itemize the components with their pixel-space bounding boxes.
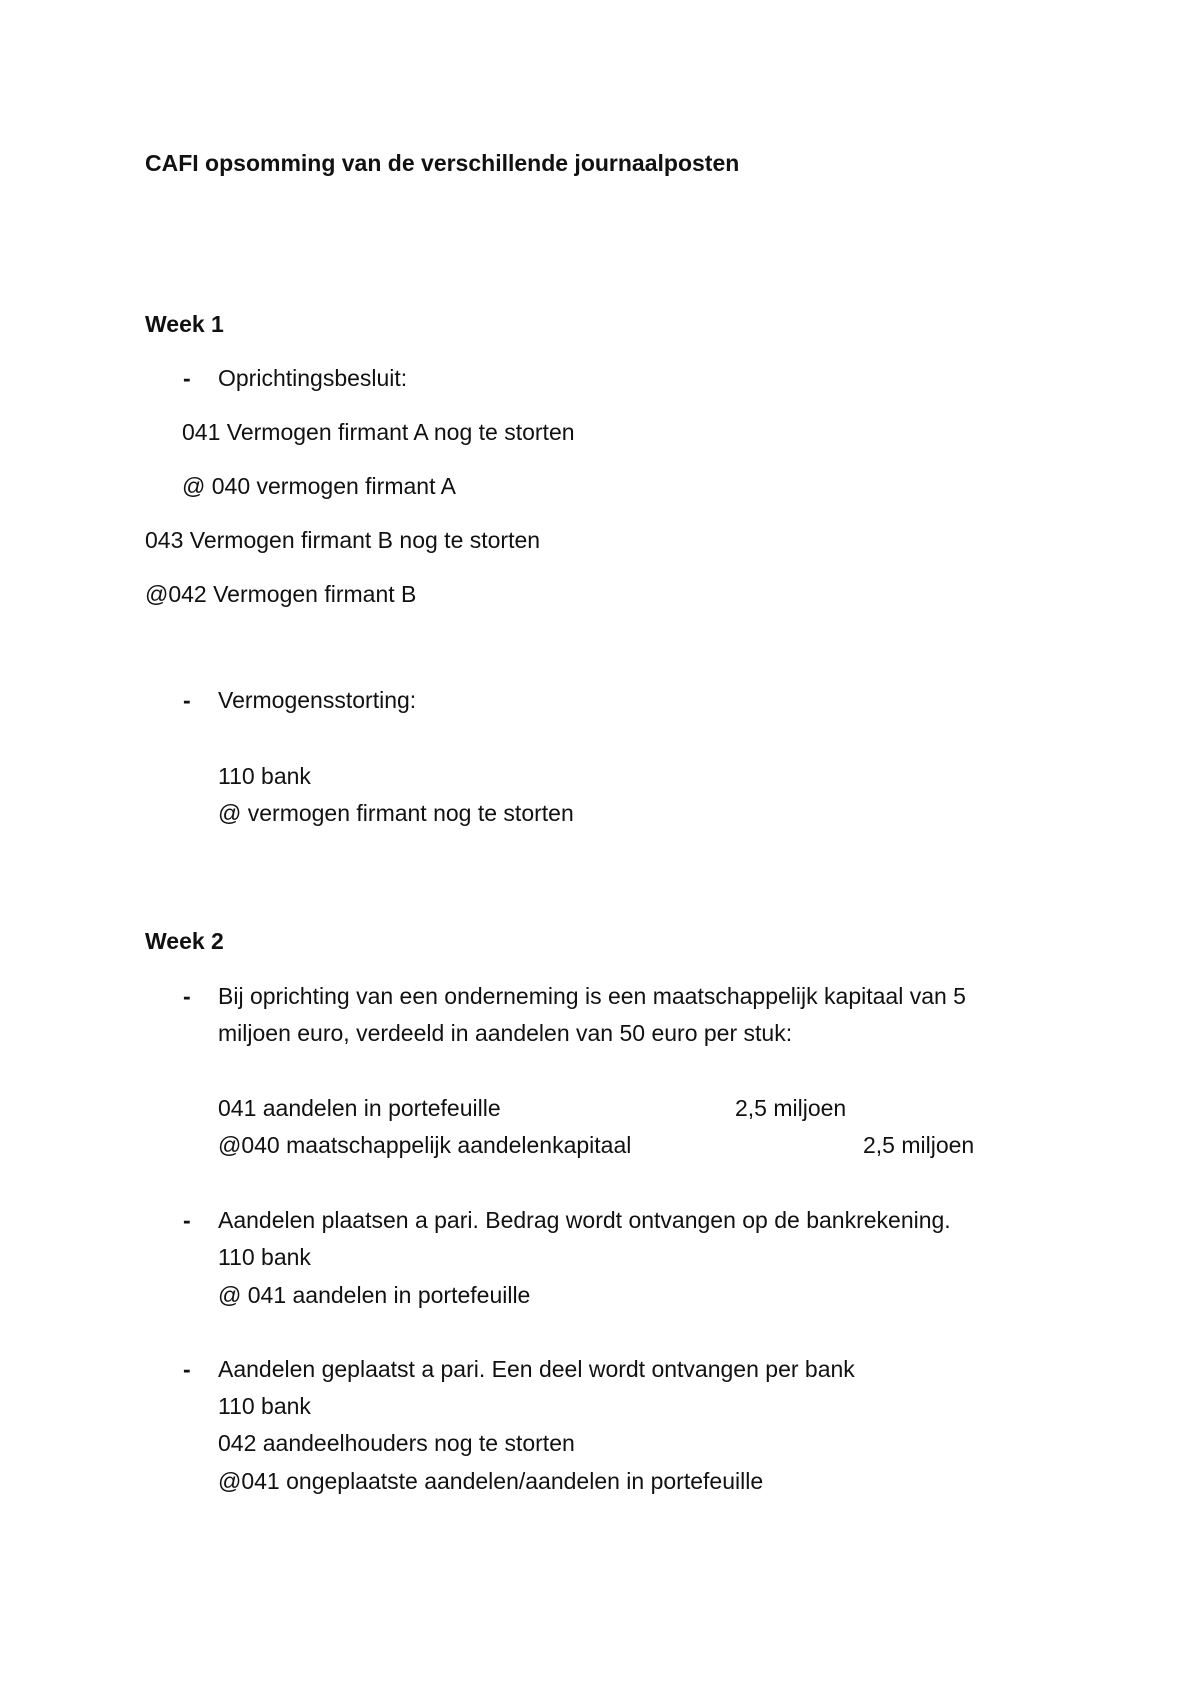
week2-item1-text: Bij oprichting van een onderneming is een maatschappelijk kapitaal van 5 bbox=[218, 983, 966, 1009]
journal-account: 041 aandelen in portefeuille bbox=[218, 1095, 501, 1121]
journal-line: @ vermogen firmant nog te storten bbox=[218, 800, 574, 826]
journal-line: @ 041 aandelen in portefeuille bbox=[218, 1282, 531, 1308]
week2-item3-text: Aandelen geplaatst a pari. Een deel wordt ontvangen per bank bbox=[218, 1356, 855, 1382]
journal-line: 042 aandeelhouders nog te storten bbox=[218, 1430, 575, 1456]
week2-item2-text: Aandelen plaatsen a pari. Bedrag wordt ontvangen op de bankrekening. bbox=[218, 1207, 951, 1233]
bullet-marker: - bbox=[183, 365, 191, 391]
journal-line: 041 Vermogen firmant A nog te storten bbox=[182, 419, 575, 445]
journal-line: 043 Vermogen firmant B nog te storten bbox=[145, 527, 541, 553]
week2-item1-text: miljoen euro, verdeeld in aandelen van 50 euro per stuk: bbox=[218, 1020, 793, 1046]
bullet-marker: - bbox=[183, 1207, 191, 1233]
bullet-marker: - bbox=[183, 983, 191, 1009]
journal-line: 110 bank bbox=[218, 763, 311, 789]
journal-amount: 2,5 miljoen bbox=[735, 1095, 847, 1121]
week1-heading: Week 1 bbox=[145, 311, 224, 337]
journal-line: @041 ongeplaatste aandelen/aandelen in portefeuille bbox=[218, 1468, 764, 1494]
journal-line: @042 Vermogen firmant B bbox=[145, 581, 417, 607]
week1-item1-label: Oprichtingsbesluit: bbox=[218, 365, 408, 391]
journal-line: 110 bank bbox=[218, 1393, 311, 1419]
journal-amount: 2,5 miljoen bbox=[863, 1132, 975, 1158]
week2-heading: Week 2 bbox=[145, 928, 224, 954]
bullet-marker: - bbox=[183, 1356, 191, 1382]
journal-line: 110 bank bbox=[218, 1244, 311, 1270]
week1-item2-label: Vermogensstorting: bbox=[218, 687, 417, 713]
journal-line: @ 040 vermogen firmant A bbox=[182, 473, 456, 499]
bullet-marker: - bbox=[183, 687, 191, 713]
document-title: CAFI opsomming van de verschillende journaalposten bbox=[145, 150, 740, 176]
journal-account: @040 maatschappelijk aandelenkapitaal bbox=[218, 1132, 632, 1158]
